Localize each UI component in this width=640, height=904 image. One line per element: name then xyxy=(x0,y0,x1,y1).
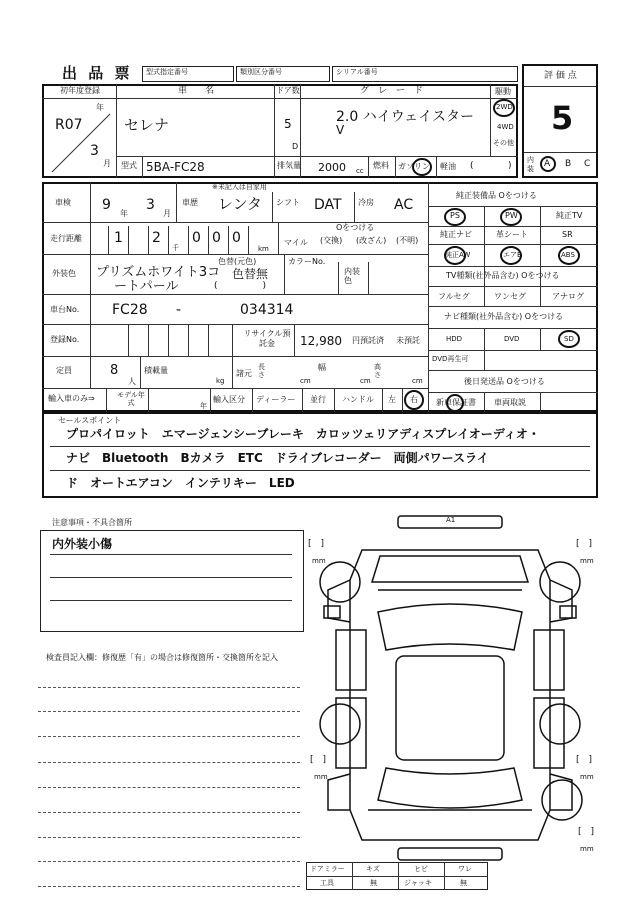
interior-grade-c: C xyxy=(584,159,591,169)
genuine-title: 純正装備品 Oをつける xyxy=(456,191,537,200)
interior-grade-label: 内装 xyxy=(527,156,534,173)
recycle-label: リサイクル預託金 xyxy=(243,329,291,348)
inspector-label: 検査員記入欄：修復歴「有」の場合は修復箇所・交換箇所を記入 xyxy=(46,653,278,662)
car-name: セレナ xyxy=(124,116,170,134)
sales-line-1: プロパイロット エマージェンシーブレーキ カロッツェリアディスプレイオーディオ・ xyxy=(66,427,540,441)
model-year-label: モデル年式 xyxy=(117,391,145,407)
opt-sr: SR xyxy=(562,230,573,239)
rating-box xyxy=(522,64,598,178)
capacity-label: 定員 xyxy=(56,366,72,375)
length-cm: cm xyxy=(300,377,311,385)
fuel-gas-circle xyxy=(412,158,432,176)
repaint-value: 色替無 xyxy=(232,267,269,281)
history-label: 車歴 xyxy=(182,198,198,207)
tool-label: 工具 xyxy=(320,879,334,887)
grade-line2: V xyxy=(336,123,345,137)
car-diagram xyxy=(300,510,620,870)
navi-sd: SD xyxy=(564,335,574,343)
warranty-circle xyxy=(446,394,464,412)
jack-value: 無 xyxy=(460,879,467,887)
cc-unit: cc xyxy=(356,167,364,175)
chassis-number: 034314 xyxy=(240,302,294,318)
shaken-year: 9 xyxy=(102,197,111,213)
drive-2wd: 2WD xyxy=(496,103,513,111)
mm-rr: mm xyxy=(580,773,594,781)
mm-fl: mm xyxy=(312,557,326,565)
later-title: 後日発送品 Oをつける xyxy=(464,377,545,386)
car-name-label: 車 名 xyxy=(178,86,215,96)
chassis-label: 車台No. xyxy=(50,305,80,314)
height-cm: cm xyxy=(412,377,423,385)
recycle-paid: 円預託済 xyxy=(352,336,384,345)
chassis-prefix: FC28 xyxy=(112,302,148,318)
mileage-digit-1: 1 xyxy=(114,230,123,246)
bracket-rl: [ ] xyxy=(310,755,327,765)
dims-label: 諸元 xyxy=(236,369,252,378)
caution-text: 内外装小傷 xyxy=(52,537,113,551)
aircon-label: 冷房 xyxy=(358,198,374,207)
handle-right: 右 xyxy=(410,395,418,404)
type-spec-no-label: 型式指定番号 xyxy=(146,68,188,76)
reg-diagonal xyxy=(48,103,112,174)
reg-year-unit: 年 xyxy=(96,103,104,112)
fuel-label: 燃料 xyxy=(373,161,389,170)
grade-label: グ レ ー ド xyxy=(360,86,424,96)
navi-title: ナビ種類(社外品含む) Oをつける xyxy=(444,312,564,321)
sales-line-2: ナビ Bluetooth Bカメラ ETC ドライブレコーダー 両側パワースライ xyxy=(66,451,489,465)
bracket-fr: [ ] xyxy=(576,539,593,549)
shift-label: シフト xyxy=(276,198,300,207)
thousand-unit: 千 xyxy=(172,244,179,252)
displacement-label: 排気量 xyxy=(277,161,301,170)
interior-color-label: 内装色 xyxy=(344,267,360,285)
mileage-digit-5: 0 xyxy=(232,230,241,246)
handle-left: 左 xyxy=(388,395,396,404)
load-label: 積載量 xyxy=(144,366,168,375)
door-mirror-label: ドアミラー xyxy=(310,865,345,873)
mileage-digit-3: 0 xyxy=(192,230,201,246)
model-value: 5BA-FC28 xyxy=(146,160,205,174)
aircon-value: AC xyxy=(394,197,414,213)
reg-year: R07 xyxy=(55,117,83,133)
tv-title: TV種類(社外品含む) Oをつける xyxy=(446,271,560,280)
drive-4wd: 4WD xyxy=(497,123,514,131)
doors-label: ドア数 xyxy=(276,86,300,95)
import-label: 輸入車のみ⇒ xyxy=(48,394,95,403)
repaint-paren: ( ) xyxy=(214,281,267,291)
bracket-fl: [ ] xyxy=(308,539,325,549)
opt-navi: 純正ナビ xyxy=(440,230,472,239)
width-label: 幅 xyxy=(318,363,326,372)
interior-grade-a: A xyxy=(544,159,551,169)
drive-label: 駆動 xyxy=(495,87,511,96)
tool-value: 無 xyxy=(370,879,377,887)
person-unit: 人 xyxy=(128,377,136,386)
length-label: 長さ xyxy=(258,363,265,379)
handle-label: ハンドル xyxy=(342,395,374,404)
mm-fr: mm xyxy=(580,557,594,565)
recycle-unpaid: 未預託 xyxy=(396,336,420,345)
opt-leather: 革シート xyxy=(496,230,528,239)
opt-aw: 純正AW xyxy=(445,251,471,259)
reg-month-unit: 月 xyxy=(103,159,111,168)
height-label: 高さ xyxy=(374,363,381,379)
capacity-value: 8 xyxy=(110,363,119,378)
import-dealer: ディーラー xyxy=(256,395,296,404)
later-manual: 車両取説 xyxy=(494,398,526,407)
tv-oneseg: ワンセグ xyxy=(494,292,526,301)
serial-no-label: シリアル番号 xyxy=(336,68,378,76)
type-spec-no-cell xyxy=(142,66,234,82)
mileage-digit-4: 0 xyxy=(212,230,221,246)
opt-tv: 純正TV xyxy=(556,211,583,220)
color-no-label: カラーNo. xyxy=(288,257,326,266)
jack-label: ジャッキ xyxy=(404,879,432,887)
private-note: ※未記入は自家用 xyxy=(212,183,267,191)
shaken-month-unit: 月 xyxy=(163,209,171,218)
displacement-value: 2000 xyxy=(318,161,346,174)
opt-abs: ABS xyxy=(561,251,575,259)
navi-hdd: HDD xyxy=(446,335,463,343)
scratch-label: キズ xyxy=(366,865,380,873)
shaken-year-unit: 年 xyxy=(120,209,128,218)
history-value: レンタ xyxy=(218,195,263,213)
opt-ps: PS xyxy=(450,211,460,220)
bracket-spare: [ ] xyxy=(578,827,595,837)
color-label: 外装色 xyxy=(52,269,76,278)
tamper-label: (改ざん) xyxy=(356,236,387,245)
opt-pw: PW xyxy=(505,211,518,220)
fuel-paren-close: ) xyxy=(508,161,512,171)
shift-value: DAT xyxy=(314,197,342,213)
import-class-label: 輸入区分 xyxy=(213,395,245,404)
interior-grade-b: B xyxy=(565,159,572,169)
a1-mark: A1 xyxy=(446,516,456,524)
model-label: 型式 xyxy=(121,161,137,170)
dvd-playback: DVD再生可 xyxy=(432,355,469,363)
mm-spare: mm xyxy=(580,845,594,853)
shaken-label: 車検 xyxy=(55,198,71,207)
mileage-label: 走行距離 xyxy=(50,234,82,243)
fuel-paren-open: ( xyxy=(470,161,474,171)
kg-unit: kg xyxy=(216,377,225,385)
break-label: ワレ xyxy=(458,865,472,873)
grade-line1: 2.0 ハイウェイスター xyxy=(336,109,475,125)
caution-label: 注意事項・不具合箇所 xyxy=(52,518,132,527)
color-value-line1: プリズムホワイト3コ xyxy=(96,265,221,280)
circle-instruction: Oをつける xyxy=(336,223,375,232)
crack-label: ヒビ xyxy=(414,865,428,873)
class-no-cell xyxy=(236,66,330,82)
rating-value: 5 xyxy=(551,99,574,137)
model-year-suffix: 年 xyxy=(200,402,207,410)
first-reg-label: 初年度登録 xyxy=(60,86,100,95)
mm-rl: mm xyxy=(314,773,328,781)
chassis-dash: - xyxy=(176,302,182,318)
mile-label: マイル xyxy=(284,238,308,247)
reg-month: 3 xyxy=(90,143,99,159)
fuel-diesel: 軽油 xyxy=(440,162,456,171)
shaken-month: 3 xyxy=(146,197,155,213)
tv-fullseg: フルセグ xyxy=(438,292,470,301)
sales-line-3: ド オートエアコン インテリキー LED xyxy=(66,476,295,490)
rating-label: 評 価 点 xyxy=(544,71,577,81)
class-no-label: 類別区分番号 xyxy=(240,68,282,76)
fuel-gas: ガソリン xyxy=(398,162,430,171)
reg-no-label: 登録No. xyxy=(50,335,80,344)
unknown-label: (不明) xyxy=(396,236,419,245)
km-unit: km xyxy=(258,245,269,253)
form-title: 出 品 票 xyxy=(62,64,133,82)
repaint-label: 色替(元色) xyxy=(218,257,257,266)
color-value-line2: ートパール xyxy=(114,279,179,294)
later-warranty: 新車保証書 xyxy=(436,398,476,407)
import-parallel: 並行 xyxy=(310,395,326,404)
sales-label: セールスポイント xyxy=(58,416,122,425)
swap-label: (交換) xyxy=(320,236,343,245)
mileage-digit-2: 2 xyxy=(152,230,161,246)
serial-no-cell xyxy=(332,66,518,82)
doors-value: 5 xyxy=(284,117,292,131)
width-cm: cm xyxy=(360,377,371,385)
tv-analog: アナログ xyxy=(552,292,584,301)
bracket-rr: [ ] xyxy=(576,755,593,765)
opt-airbag: エアB xyxy=(503,251,522,259)
drive-other: その他 xyxy=(493,139,514,147)
recycle-amount: 12,980 xyxy=(300,334,342,348)
door-suffix: D xyxy=(292,142,299,151)
navi-dvd: DVD xyxy=(504,335,520,343)
